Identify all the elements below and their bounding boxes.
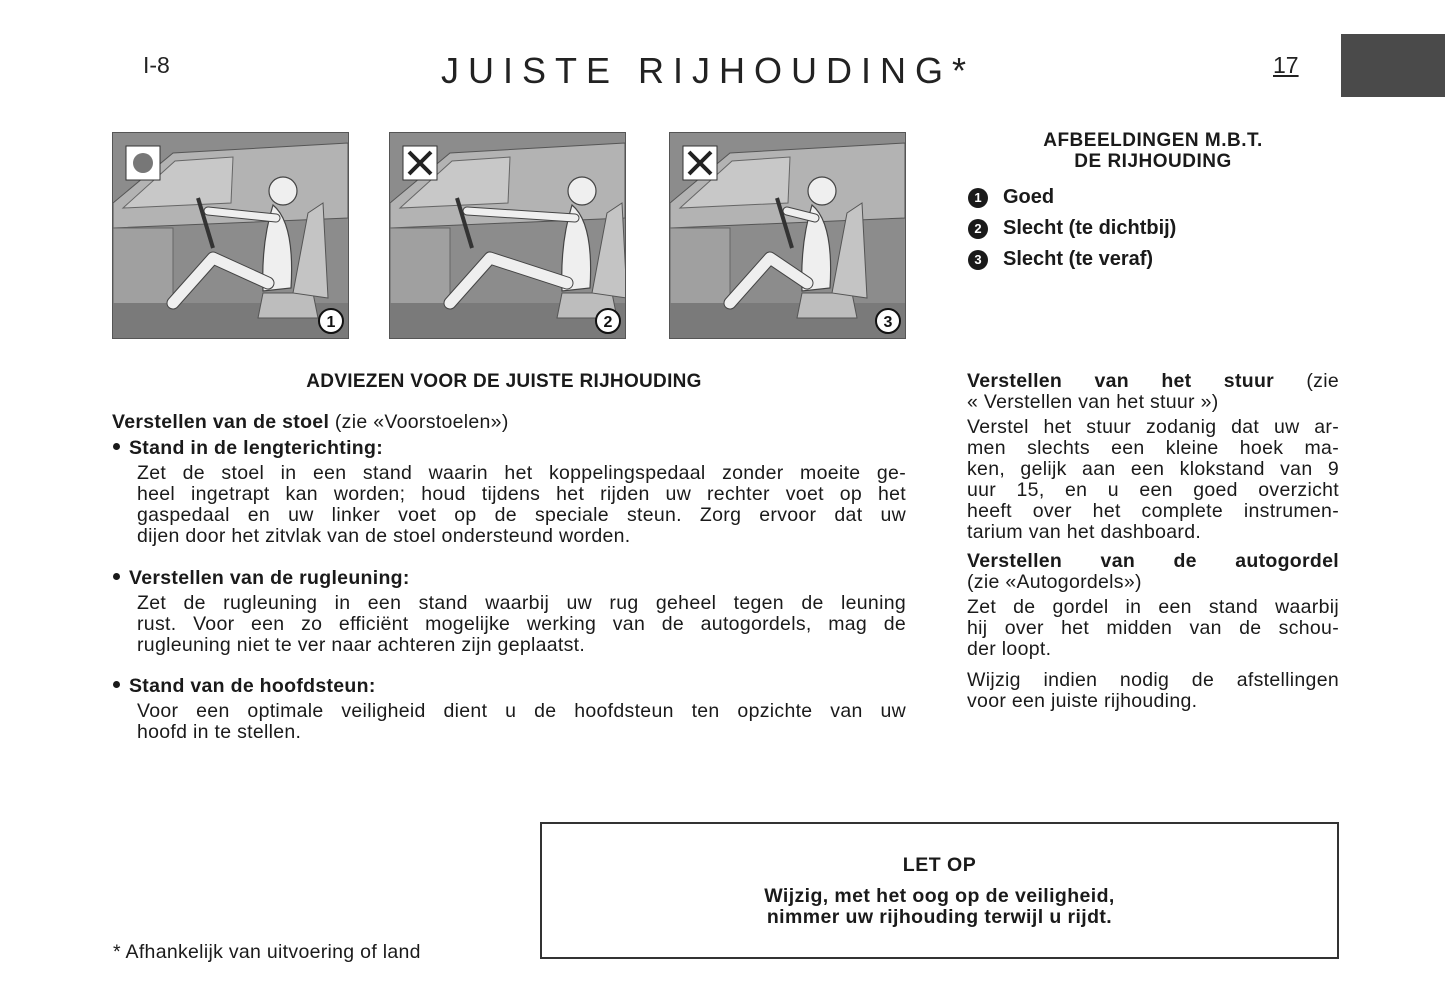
- text-line: rugleuning niet te ver naar achteren zijn geplaatst.: [137, 634, 586, 656]
- section-tab-marker: [1341, 34, 1445, 97]
- bullet-body: [137, 593, 906, 656]
- text-line: tarium van het dashboard.: [967, 521, 1202, 543]
- section-code: I-8: [143, 52, 170, 78]
- figure-number: 2: [603, 314, 613, 331]
- bullet-heading: [113, 675, 376, 698]
- text-line: Voor een optimale veiligheid dient u de hoofdsteun ten opzichte van uw: [137, 700, 906, 722]
- steering-title-line: [967, 371, 1339, 392]
- legend-title-line1: AFBEELDINGEN M.B.T.: [1043, 130, 1263, 151]
- text-line: voor een juiste rijhouding.: [967, 690, 1198, 712]
- figure-posture-good: [112, 132, 349, 339]
- legend-label: Goed: [1003, 186, 1055, 208]
- text-line: hoofd in te stellen.: [137, 721, 302, 743]
- text-line: rust. Voor een zo efficiënt mogelijke werking van de autogordels, mag de: [137, 613, 906, 635]
- title-word: Verstellen: [967, 550, 1063, 572]
- seat-adjust-heading: [112, 412, 712, 433]
- text-line: Zet de gordel in een stand waarbij: [967, 596, 1339, 618]
- posture-illustration: [113, 133, 348, 338]
- figure-posture-too-close: [389, 132, 626, 339]
- legend-label: Slecht (te dichtbij): [1003, 217, 1177, 239]
- text-line: hij over het midden van de schou-: [967, 617, 1339, 639]
- posture-illustration: [390, 133, 625, 338]
- page-title: JUISTE RIJHOUDING*: [441, 50, 976, 91]
- legend-item: [968, 186, 1054, 209]
- seat-adjust-reference: (zie «Voorstoelen»): [334, 411, 509, 433]
- figure-posture-too-far: [669, 132, 906, 339]
- title-word: van: [1094, 370, 1129, 392]
- legend-title-line2: DE RIJHOUDING: [1074, 151, 1232, 172]
- text-line: Wijzig indien nodig de afstellingen: [967, 669, 1339, 691]
- steering-reference: « Verstellen van het stuur »): [967, 391, 1219, 413]
- warning-line: Wijzig, met het oog op de veiligheid,: [764, 885, 1115, 907]
- warning-line: nimmer uw rijhouding terwijl u rijdt.: [766, 906, 1113, 928]
- text-line: gaspedaal en uw linker voet op de speciale steun. Zorg ervoor dat uw: [137, 504, 906, 526]
- approved-mark-icon: [126, 146, 160, 180]
- adjust-note: [967, 670, 1339, 712]
- bullet-title: Stand van de hoofdsteun:: [129, 675, 376, 697]
- bullet-heading: [113, 437, 383, 460]
- text-line: men slechts een kleine hoek ma-: [967, 437, 1339, 459]
- rejected-mark-icon: [683, 146, 717, 180]
- seat-adjust-title: Verstellen van de stoel: [112, 411, 330, 433]
- text-line: Verstel het stuur zodanig dat uw ar-: [967, 416, 1339, 438]
- text-line: Zet de stoel in een stand waarin het koppelingspedaal zonder moeite ge-: [137, 462, 906, 484]
- seatbelt-title-line: [967, 551, 1339, 572]
- bullet-body: [137, 701, 906, 743]
- text-line: dijen door het zitvlak van de stoel ondersteund worden.: [137, 525, 631, 547]
- text-line: ken, gelijk aan een klokstand van 9: [967, 458, 1339, 480]
- text-line: der loopt.: [967, 638, 1052, 660]
- text-line: Zet de rugleuning in een stand waarbij uw rug geheel tegen de leuning: [137, 592, 906, 614]
- bullet-body: [137, 463, 906, 547]
- legend-label: Slecht (te veraf): [1003, 248, 1154, 270]
- bullet-heading: [113, 567, 410, 590]
- title-word: Verstellen: [967, 370, 1063, 392]
- posture-illustration: [670, 133, 905, 338]
- text-line: heel ingetrapt kan worden; houd tijdens het rijden uw rechter voet op het: [137, 483, 906, 505]
- warning-box: [540, 822, 1339, 959]
- page-number: 17: [1273, 52, 1299, 78]
- title-word: de: [1173, 550, 1197, 572]
- figure-number: 3: [883, 314, 893, 331]
- warning-text: [542, 886, 1337, 928]
- steering-reference-start: (zie: [1306, 370, 1339, 392]
- legend-number-badge: 3: [968, 250, 988, 270]
- text-line: uur 15, en u een goed overzicht: [967, 479, 1339, 501]
- title-word: het: [1161, 370, 1192, 392]
- legend-number-badge: 2: [968, 219, 988, 239]
- advice-heading: ADVIEZEN VOOR DE JUISTE RIJHOUDING: [306, 371, 702, 392]
- seatbelt-adjust-text: [967, 597, 1339, 660]
- steering-adjust-heading: [967, 371, 1339, 413]
- legend-number-badge: 1: [968, 188, 988, 208]
- bullet-title: Verstellen van de rugleuning:: [129, 567, 410, 589]
- bullet-dot-icon: [113, 443, 120, 450]
- title-word: stuur: [1223, 370, 1275, 392]
- bullet-dot-icon: [113, 681, 120, 688]
- legend-title: [980, 130, 1326, 172]
- legend-item: [968, 217, 1176, 240]
- title-word: autogordel: [1235, 550, 1339, 572]
- title-word: van: [1100, 550, 1136, 572]
- rejected-mark-icon: [403, 146, 437, 180]
- figure-number: 1: [326, 314, 336, 331]
- seatbelt-reference: (zie «Autogordels»): [967, 571, 1142, 593]
- warning-title: LET OP: [902, 854, 977, 876]
- steering-adjust-text: [967, 417, 1339, 543]
- bullet-dot-icon: [113, 573, 120, 580]
- legend-item: [968, 248, 1153, 271]
- footnote: * Afhankelijk van uitvoering of land: [113, 941, 421, 963]
- bullet-title: Stand in de lengterichting:: [129, 437, 384, 459]
- seatbelt-adjust-heading: [967, 551, 1339, 593]
- text-line: heeft over het complete instrumen-: [967, 500, 1339, 522]
